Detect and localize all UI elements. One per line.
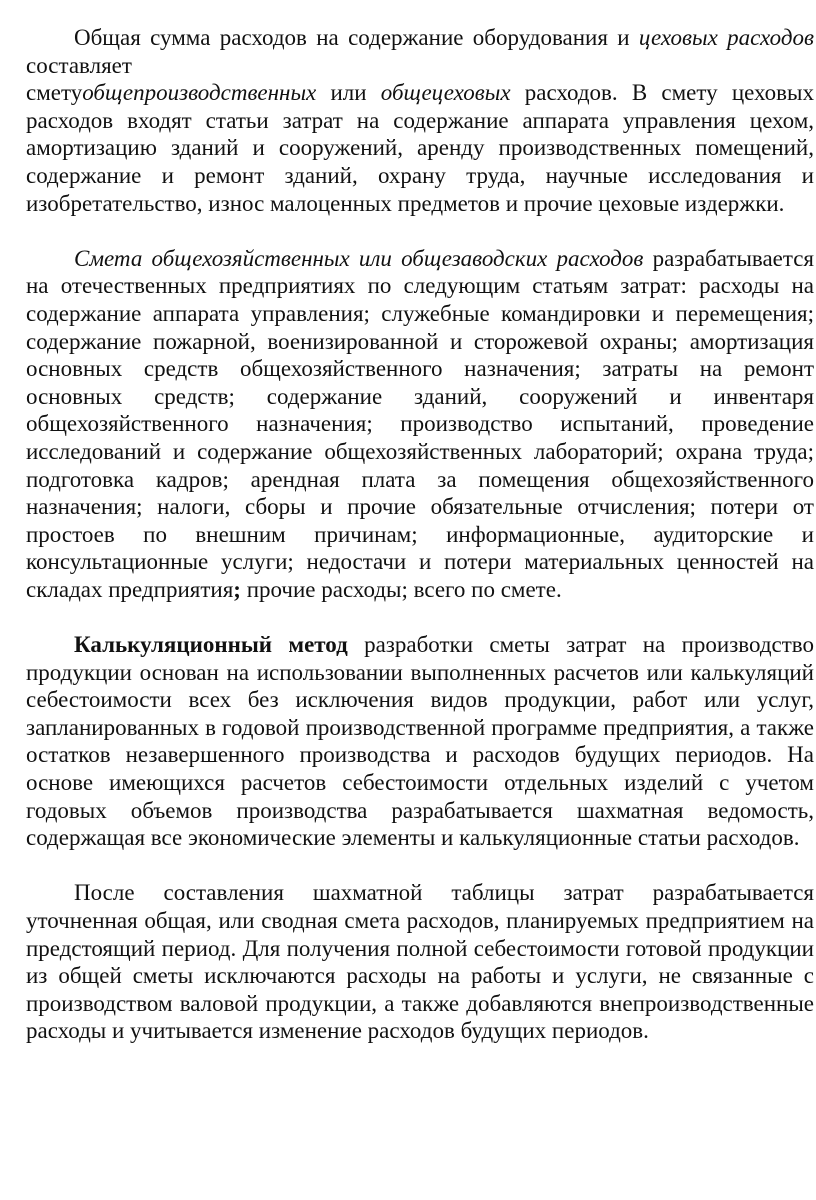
p1-italic-term-3: общецеховых	[380, 80, 511, 106]
p2-rest-1: разрабатывается на отечественных предприятиях по следующим статьям затрат: расходы на содержание аппарата управления; служебные командировки и перемещения; содержание пожарной, военизированной и сторожевой охраны; амортизация основных средств общехозяйственного назначения; затраты на ремонт основных средств; содержание зданий, сооружений и инвентаря общехозяйственного назначения; производство испытаний, проведение исследований и содержание общехозяйственных лабораторий; охрана труда; подготовка кадров; арендная плата за помещения общехозяйственного назначения; налоги, сборы и прочие обязательные отчисления; потери от простоев по внешним причинам; информационные, аудиторские и консультационные услуги; недостачи и потери материальных ценностей на складах предприятия	[26, 245, 814, 602]
paragraph-gap	[26, 603, 814, 631]
p3-rest: разработки сметы затрат на производство продукции основан на использовании выполненных расчетов или калькуляций себестоимости всех без исключения видов продукции, работ или услуг, запланированных в годовой производственной программе предприятия, а также остатков незавершенного производства и расходов будущих периодов. На основе имеющихся расчетов себестоимости отдельных изделий с учетом годовых объемов производства разрабатывается шахматная ведомость, содержащая все экономические элементы и калькуляционные статьи расходов.	[26, 632, 814, 851]
paragraph-summary-estimate	[26, 879, 814, 1045]
paragraph-calculation-method	[26, 631, 814, 852]
p1-mid-3: или	[316, 80, 381, 106]
p1-intro: Общая сумма расходов на содержание оборудования и	[74, 25, 639, 50]
p4-text: После составления шахматной таблицы затрат разрабатывается уточненная общая, или сводная смета расходов, планируемых предприятием на предстоящий период. Для получения полной себестоимости готовой продукции из общей сметы исключаются расходы на работы и услуги, не связанные с производством валовой продукции, а также добавляются внепроизводственные расходы и учитывается изменение расходов будущих периодов.	[26, 880, 814, 1044]
p1-italic-term-2: общепроизводственных	[82, 80, 317, 106]
p1-italic-term-1: цеховых расходов	[638, 25, 815, 50]
p1-mid-2: смету	[26, 80, 83, 106]
p1-rest: расходов. В смету цеховых расходов входят статьи затрат на содержание аппарата управления цехом, амортизацию зданий и сооружений, аренду производственных помещений, содержание и ремонт зданий, охрану труда, научные исследования и изобретательство, износ малоценных предметов и прочие цеховые издержки.	[26, 80, 814, 216]
paragraph-gap	[26, 217, 814, 245]
paragraph-gap	[26, 852, 814, 880]
paragraph-workshop-costs	[26, 24, 814, 217]
p2-rest-2: прочие расходы; всего по смете.	[240, 576, 562, 602]
p2-italic-term: Смета общехозяйственных или общезаводских расходов	[74, 245, 644, 271]
p1-mid-1: составляет	[26, 52, 132, 78]
p3-bold-term: Калькуляционный метод	[74, 632, 348, 658]
paragraph-general-costs	[26, 245, 814, 604]
p2-bold-semicolon: ;	[233, 576, 241, 602]
